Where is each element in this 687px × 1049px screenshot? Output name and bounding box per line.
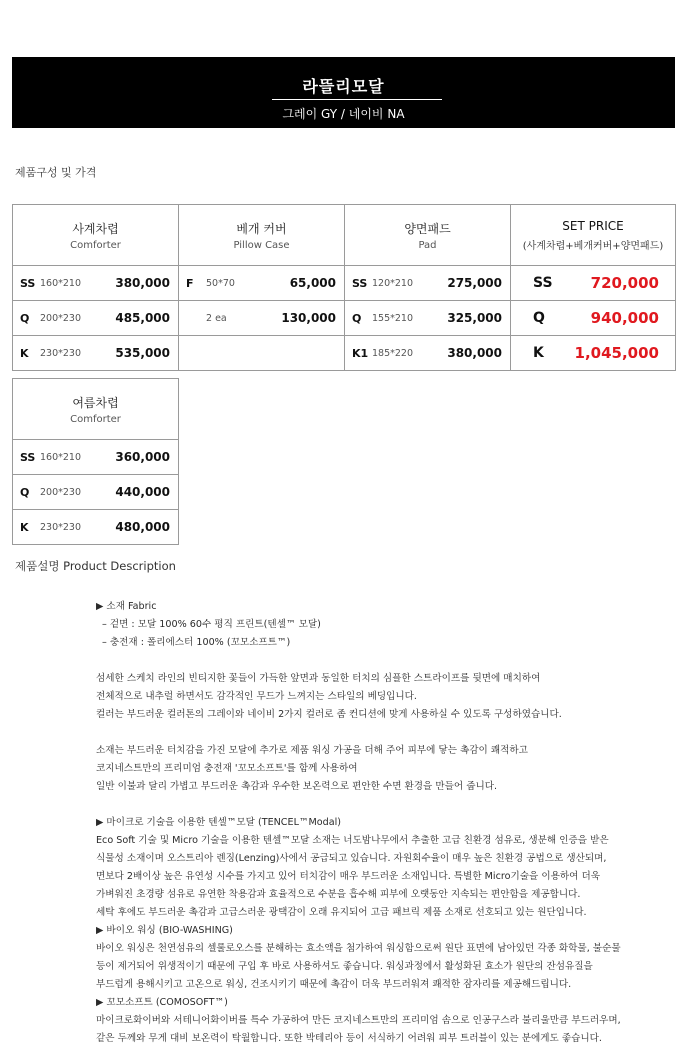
pad-price-cell	[345, 301, 511, 336]
header-pillow-case	[179, 205, 345, 266]
section-label-composition: 제품구성 및 가격	[15, 166, 97, 179]
comforter-price-cell	[13, 266, 179, 301]
size-dimensions: 50*70	[206, 277, 235, 289]
paragraph-gap	[96, 796, 666, 814]
summer-price-cell	[13, 475, 179, 510]
description-line: 마이크로화이버와 서테니어화이버를 특수 가공하여 만든 코지네스트만의 프리미엄 솜으로 인공구스라 불리울만큼 부드러우며,	[96, 1015, 621, 1026]
paragraph-gap	[96, 652, 666, 670]
header-summer-comforter	[13, 379, 179, 440]
title-divider	[272, 99, 442, 100]
product-colors: 그레이 GY / 네이비 NA	[282, 107, 405, 121]
price-amount: 440,000	[115, 485, 170, 499]
size-code: K	[20, 346, 29, 360]
header-set-price	[511, 205, 676, 266]
size-dimensions: 185*220	[372, 347, 414, 359]
title-banner	[12, 57, 675, 128]
description-line: 같은 두께와 무게 대비 보온력이 탁월합니다. 또한 박테리아 등이 서식하기 어려워 피부 트러블이 있는 분에게도 좋습니다.	[96, 1033, 602, 1044]
table-row	[13, 336, 676, 371]
set-price-cell	[511, 266, 676, 301]
size-dimensions: 160*210	[40, 277, 82, 289]
set-price-amount: 720,000	[590, 274, 659, 292]
description-line: 세탁 후에도 부드러운 촉감과 고급스러운 광택감이 오래 유지되어 고급 패브릭 제품 소재로 선호되고 있는 원단입니다.	[96, 907, 587, 918]
size-code: F	[186, 276, 194, 290]
set-size-code: SS	[533, 275, 553, 291]
description-line: 소재는 부드러운 터치감을 가진 모달에 추가로 제품 워싱 가공을 더해 주어 피부에 닿는 촉감이 쾌적하고	[96, 745, 528, 756]
table-row	[13, 301, 676, 336]
size-dimensions: 200*230	[40, 312, 82, 324]
size-code: K	[20, 520, 29, 534]
description-line: Eco Soft 기술 및 Micro 기술을 이용한 텐셀™모달 소재는 너도밤나무에서 추출한 고급 친환경 섬유로, 생분해 인증을 받은	[96, 835, 609, 846]
price-amount: 380,000	[115, 276, 170, 290]
header-label-en: Comforter	[70, 413, 121, 425]
summer-price-cell	[13, 440, 179, 475]
table-row	[13, 440, 179, 475]
size-code: SS	[20, 450, 36, 464]
price-table	[12, 204, 676, 371]
set-size-code: K	[533, 345, 544, 361]
price-amount: 535,000	[115, 346, 170, 360]
description-line: 식물성 소재이며 오스트리아 렌징(Lenzing)사에서 공급되고 있습니다. 자원회수율이 매우 높은 친환경 공법으로 생산되며,	[96, 853, 607, 864]
header-label-en: Pad	[418, 239, 437, 251]
size-dimensions: 200*230	[40, 486, 82, 498]
header-comforter	[13, 205, 179, 266]
price-amount: 325,000	[447, 311, 502, 325]
description-line: 바이오 워싱은 천연섬유의 셀룰로오스를 분해하는 효소액을 첨가하여 워싱함으로써 원단 표면에 남아있던 각종 화학물, 불순물	[96, 943, 621, 954]
size-code: Q	[20, 311, 30, 325]
pad-price-cell	[345, 266, 511, 301]
size-code: Q	[20, 485, 30, 499]
price-amount: 380,000	[447, 346, 502, 360]
description-line: 코지네스트만의 프리미엄 충전재 '꼬모소프트'를 함께 사용하여	[96, 763, 358, 774]
summer-table-header	[13, 379, 179, 440]
header-pad	[345, 205, 511, 266]
price-amount: 275,000	[447, 276, 502, 290]
size-dimensions: 230*230	[40, 347, 82, 359]
header-label-ko: 양면패드	[404, 221, 451, 236]
table-row	[13, 266, 676, 301]
header-label-ko: 베개 커버	[236, 221, 287, 236]
set-price-cell	[511, 336, 676, 371]
set-price-amount: 1,045,000	[574, 344, 659, 362]
set-size-code: Q	[533, 310, 545, 326]
material-heading: ▶ 소재 Fabric	[96, 601, 157, 612]
description-line: 전체적으로 내추럴 하면서도 감각적인 무드가 느껴지는 스타일의 베딩입니다.	[96, 691, 417, 702]
material-line: – 충전재 : 폴리에스터 100% (꼬모소프트™)	[102, 637, 291, 648]
set-price-composition: (사계차렵+베개커버+양면패드)	[522, 240, 664, 252]
header-label-en: Comforter	[70, 239, 121, 251]
summer-price-table	[12, 378, 179, 545]
size-dimensions: 120*210	[372, 277, 414, 289]
set-price-cell	[511, 301, 676, 336]
pad-price-cell	[345, 336, 511, 371]
material-line: – 겉면 : 모달 100% 60수 평직 프린트(텐셀™ 모달)	[102, 619, 321, 630]
description-line: 가벼워진 초경량 섬유로 유연한 착용감과 효율적으로 수분을 흡수해 피부에 오랫동안 지속되는 편안함을 제공합니다.	[96, 889, 581, 900]
table-row	[13, 475, 179, 510]
pillow-price-cell	[179, 301, 345, 336]
price-amount: 360,000	[115, 450, 170, 464]
size-dimensions: 230*230	[40, 521, 82, 533]
size-code: Q	[352, 311, 362, 325]
price-table-header	[13, 205, 676, 266]
paragraph-gap	[96, 724, 666, 742]
pillow-price-cell	[179, 266, 345, 301]
section-label-description: 제품설명 Product Description	[15, 559, 176, 573]
description-line: 부드럽게 용해시키고 고온으로 워싱, 건조시키기 때문에 촉감이 더욱 부드러워져 쾌적한 잠자리를 제공해드립니다.	[96, 979, 572, 990]
set-price-label: SET PRICE	[562, 218, 624, 233]
size-code: SS	[352, 276, 368, 290]
size-code: SS	[20, 276, 36, 290]
price-amount: 130,000	[281, 311, 336, 325]
price-amount: 485,000	[115, 311, 170, 325]
product-description	[96, 598, 666, 1048]
description-line: 섬세한 스케치 라인의 빈티지한 꽃들이 가득한 앞면과 동일한 터치의 심플한 스트라이프를 뒷면에 매치하여	[96, 673, 541, 684]
size-code: K1	[352, 346, 369, 360]
comforter-price-cell	[13, 336, 179, 371]
product-title: 라뜰리모달	[302, 77, 385, 96]
table-row	[13, 510, 179, 545]
header-label-ko: 사계차렵	[72, 221, 119, 236]
set-price-amount: 940,000	[590, 309, 659, 327]
header-label-en: Pillow Case	[233, 239, 290, 251]
size-dimensions: 2 ea	[206, 312, 227, 324]
price-amount: 480,000	[115, 520, 170, 534]
pillow-price-cell	[179, 336, 345, 371]
feature-heading: ▶ 마이크로 기술을 이용한 텐셀™모달 (TENCEL™Modal)	[96, 817, 342, 828]
description-line: 등이 제거되어 위생적이기 때문에 구입 후 바로 사용하셔도 좋습니다. 워싱과정에서 활성화된 효소가 원단의 잔섬유질을	[96, 961, 593, 972]
description-line: 일반 이불과 달리 가볍고 부드러운 촉감과 우수한 보온력으로 편안한 수면 환경을 만들어 줍니다.	[96, 781, 498, 792]
feature-heading: ▶ 꼬모소프트 (COMOSOFT™)	[96, 997, 228, 1008]
description-line: 컬러는 부드러운 컬러톤의 그레이와 네이비 2가지 컬러로 좀 컨디션에 맞게 사용하실 수 있도록 구성하였습니다.	[96, 709, 562, 720]
description-line: 면보다 2배이상 높은 유연성 시수를 가지고 있어 터치감이 매우 부드러운 소재입니다. 특별한 Micro기술을 이용하여 더욱	[96, 871, 600, 882]
size-dimensions: 155*210	[372, 312, 414, 324]
comforter-price-cell	[13, 301, 179, 336]
header-label-ko: 여름차렵	[72, 395, 119, 410]
size-dimensions: 160*210	[40, 451, 82, 463]
feature-heading: ▶ 바이오 워싱 (BIO-WASHING)	[96, 925, 233, 936]
price-amount: 65,000	[289, 276, 336, 290]
summer-price-cell	[13, 510, 179, 545]
